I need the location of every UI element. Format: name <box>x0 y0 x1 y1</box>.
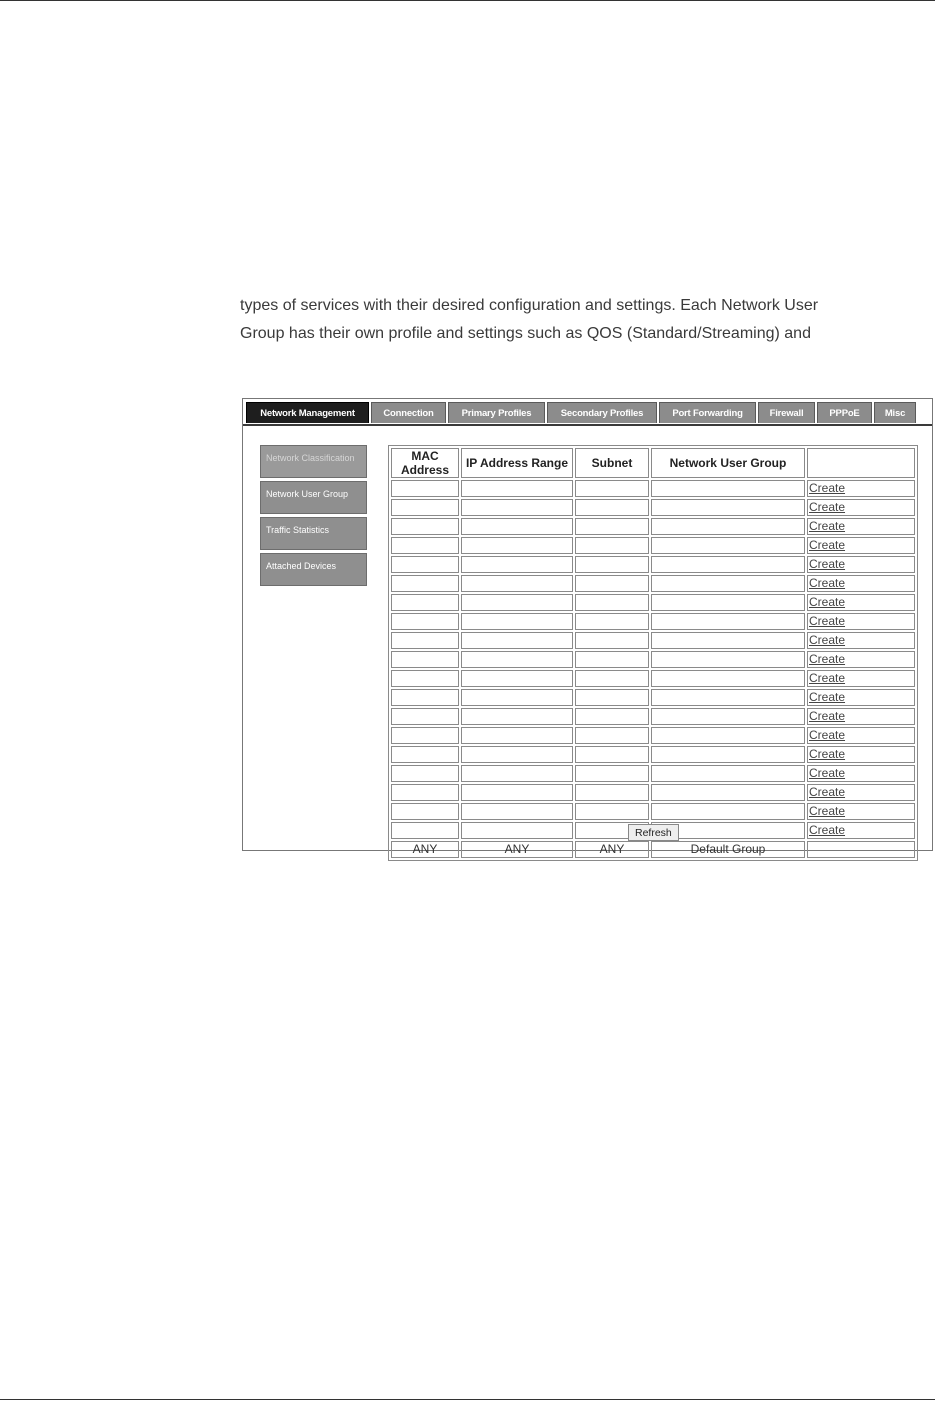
create-link[interactable]: Create <box>809 614 846 628</box>
subnet-cell <box>575 556 649 573</box>
group-cell <box>651 803 805 820</box>
mac-cell <box>391 765 459 782</box>
bottom-rule <box>0 1399 935 1400</box>
subnet-cell <box>575 480 649 497</box>
mac-cell <box>391 499 459 516</box>
group-cell <box>651 556 805 573</box>
ip-range-cell <box>461 632 573 649</box>
create-link[interactable]: Create <box>809 519 846 533</box>
mac-cell <box>391 727 459 744</box>
subnet-cell <box>575 727 649 744</box>
sidebar-item-attached-devices[interactable]: Attached Devices <box>260 553 367 586</box>
classification-table <box>388 445 918 861</box>
group-cell <box>651 480 805 497</box>
action-cell <box>807 575 915 592</box>
top-rule <box>0 0 935 1</box>
action-cell <box>807 594 915 611</box>
ip-range-cell <box>461 499 573 516</box>
action-cell <box>807 613 915 630</box>
mac-cell <box>391 651 459 668</box>
mac-cell <box>391 518 459 535</box>
action-cell <box>807 784 915 801</box>
body-paragraph <box>240 292 935 348</box>
table-row <box>391 575 915 592</box>
tab-firewall[interactable]: Firewall <box>758 402 815 423</box>
header-ip-address-range: IP Address Range <box>461 448 573 478</box>
table-row <box>391 689 915 706</box>
mac-cell <box>391 613 459 630</box>
tab-secondary-profiles[interactable]: Secondary Profiles <box>547 402 657 423</box>
create-link[interactable]: Create <box>809 576 846 590</box>
create-link[interactable]: Create <box>809 595 846 609</box>
action-cell <box>807 746 915 763</box>
group-cell <box>651 518 805 535</box>
group-cell <box>651 765 805 782</box>
group-cell <box>651 727 805 744</box>
default-mac: ANY <box>391 841 459 858</box>
create-link[interactable]: Create <box>809 766 846 780</box>
tab-network-management[interactable]: Network Management <box>246 402 369 423</box>
group-cell <box>651 594 805 611</box>
subnet-cell <box>575 746 649 763</box>
header-subnet: Subnet <box>575 448 649 478</box>
group-cell <box>651 670 805 687</box>
refresh-button[interactable]: Refresh <box>628 824 679 841</box>
group-cell <box>651 537 805 554</box>
table-row <box>391 746 915 763</box>
action-cell <box>807 499 915 516</box>
create-link[interactable]: Create <box>809 500 846 514</box>
table-row <box>391 727 915 744</box>
table-row <box>391 708 915 725</box>
router-config-screenshot <box>242 398 933 856</box>
create-link[interactable]: Create <box>809 823 846 837</box>
sidebar <box>260 445 368 589</box>
create-link[interactable]: Create <box>809 747 846 761</box>
subnet-cell <box>575 518 649 535</box>
ip-range-cell <box>461 613 573 630</box>
mac-cell <box>391 746 459 763</box>
mac-cell <box>391 670 459 687</box>
table-row <box>391 765 915 782</box>
create-link[interactable]: Create <box>809 785 846 799</box>
subnet-cell <box>575 651 649 668</box>
tab-connection[interactable]: Connection <box>371 402 446 423</box>
table-row <box>391 784 915 801</box>
ip-range-cell <box>461 575 573 592</box>
ip-range-cell <box>461 518 573 535</box>
group-cell <box>651 651 805 668</box>
action-cell <box>807 708 915 725</box>
mac-cell <box>391 632 459 649</box>
mac-cell <box>391 784 459 801</box>
subnet-cell <box>575 670 649 687</box>
header-mac-address: MAC Address <box>391 448 459 478</box>
subnet-cell <box>575 784 649 801</box>
ip-range-cell <box>461 727 573 744</box>
table-row <box>391 670 915 687</box>
action-cell <box>807 518 915 535</box>
create-link[interactable]: Create <box>809 481 846 495</box>
subnet-cell <box>575 765 649 782</box>
subnet-cell <box>575 613 649 630</box>
group-cell <box>651 575 805 592</box>
tab-underline <box>243 424 932 426</box>
subnet-cell <box>575 708 649 725</box>
action-cell <box>807 670 915 687</box>
create-link[interactable]: Create <box>809 671 846 685</box>
table-body <box>391 480 915 839</box>
subnet-cell <box>575 499 649 516</box>
ip-range-cell <box>461 689 573 706</box>
action-cell <box>807 556 915 573</box>
action-cell <box>807 803 915 820</box>
mac-cell <box>391 708 459 725</box>
mac-cell <box>391 594 459 611</box>
tab-primary-profiles[interactable]: Primary Profiles <box>448 402 545 423</box>
group-cell <box>651 613 805 630</box>
ip-range-cell <box>461 746 573 763</box>
action-cell <box>807 651 915 668</box>
tab-bar <box>246 402 916 423</box>
header-network-user-group: Network User Group <box>651 448 805 478</box>
table-row <box>391 632 915 649</box>
create-link[interactable]: Create <box>809 538 846 552</box>
ip-range-cell <box>461 651 573 668</box>
ip-range-cell <box>461 803 573 820</box>
tab-pppoe[interactable]: PPPoE <box>817 402 872 423</box>
create-link[interactable]: Create <box>809 709 846 723</box>
paragraph-line-2: Group has their own profile and settings such as QOS (Standard/Streaming) and <box>240 325 811 342</box>
group-cell <box>651 746 805 763</box>
action-cell <box>807 632 915 649</box>
subnet-cell <box>575 575 649 592</box>
table-header-row <box>391 448 915 478</box>
ip-range-cell <box>461 784 573 801</box>
table-row <box>391 613 915 630</box>
tab-port-forwarding[interactable]: Port Forwarding <box>659 402 756 423</box>
mac-cell <box>391 689 459 706</box>
create-link[interactable]: Create <box>809 804 846 818</box>
sidebar-item-network-classification[interactable]: Network Classification <box>260 445 367 478</box>
default-ip-range: ANY <box>461 841 573 858</box>
group-cell <box>651 784 805 801</box>
table-row <box>391 556 915 573</box>
subnet-cell <box>575 632 649 649</box>
mac-cell <box>391 556 459 573</box>
default-subnet: ANY <box>575 841 649 858</box>
table-row <box>391 480 915 497</box>
sidebar-item-network-user-group[interactable]: Network User Group <box>260 481 367 514</box>
paragraph-line-1: types of services with their desired configuration and settings. Each Network User <box>240 297 819 314</box>
mac-cell <box>391 575 459 592</box>
table-row <box>391 651 915 668</box>
default-group: Default Group <box>651 841 805 858</box>
mac-cell <box>391 480 459 497</box>
mac-cell <box>391 537 459 554</box>
create-link[interactable]: Create <box>809 633 846 647</box>
action-cell <box>807 765 915 782</box>
ip-range-cell <box>461 594 573 611</box>
action-cell <box>807 689 915 706</box>
table-row-default <box>391 841 915 858</box>
table-row <box>391 594 915 611</box>
mac-cell <box>391 803 459 820</box>
ip-range-cell <box>461 480 573 497</box>
create-link[interactable]: Create <box>809 690 846 704</box>
ip-range-cell <box>461 765 573 782</box>
action-cell <box>807 537 915 554</box>
mac-cell <box>391 822 459 839</box>
group-cell <box>651 689 805 706</box>
sidebar-item-traffic-statistics[interactable]: Traffic Statistics <box>260 517 367 550</box>
create-link[interactable]: Create <box>809 728 846 742</box>
group-cell <box>651 499 805 516</box>
ip-range-cell <box>461 670 573 687</box>
ip-range-cell <box>461 708 573 725</box>
action-cell <box>807 822 915 839</box>
table-row <box>391 537 915 554</box>
group-cell <box>651 708 805 725</box>
ip-range-cell <box>461 537 573 554</box>
group-cell <box>651 632 805 649</box>
subnet-cell <box>575 689 649 706</box>
header-action <box>807 448 915 478</box>
create-link[interactable]: Create <box>809 652 846 666</box>
subnet-cell <box>575 594 649 611</box>
action-cell <box>807 727 915 744</box>
ip-range-cell <box>461 822 573 839</box>
create-link[interactable]: Create <box>809 557 846 571</box>
subnet-cell <box>575 803 649 820</box>
table-row <box>391 518 915 535</box>
table-row <box>391 803 915 820</box>
subnet-cell <box>575 537 649 554</box>
table-row <box>391 499 915 516</box>
default-action <box>807 841 915 858</box>
tab-misc[interactable]: Misc <box>874 402 916 423</box>
action-cell <box>807 480 915 497</box>
ip-range-cell <box>461 556 573 573</box>
